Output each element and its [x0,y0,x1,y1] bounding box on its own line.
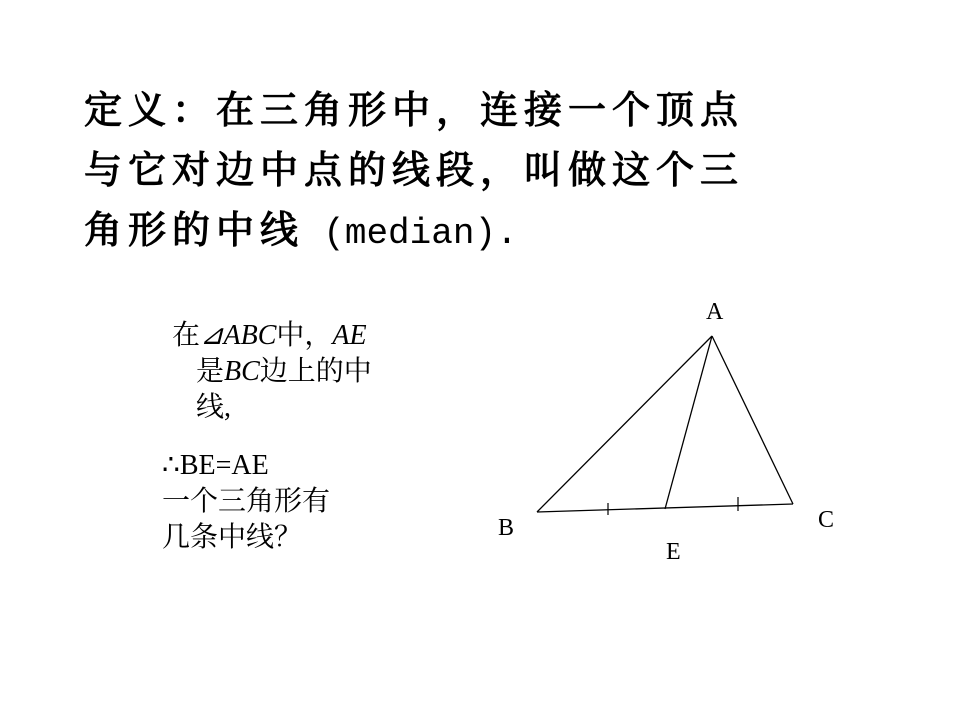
example-text: 在 [172,320,201,351]
example-text: 中， [276,320,333,351]
question-line-1: 一个三角形有 [162,486,331,517]
example-text: 是 [196,356,225,387]
definition-term: 角形的中线 [84,207,305,252]
segment-name: AE [332,320,367,351]
example-line-3: 线, [196,392,232,423]
point-label-e: E [666,539,681,565]
definition-line-2: 与它对边中点的线段，叫做这个三 [84,147,745,192]
triangle-symbol: ⊿ [200,320,224,351]
definition-english-term: (median). [323,213,518,254]
vertex-label-c: C [818,507,835,533]
triangle-name: ABC [223,320,277,351]
vertex-label-b: B [498,515,515,541]
conclusion: ∴BE=AE [162,450,269,481]
side-name: BC [224,356,260,387]
side-ac [712,336,793,504]
example-text: 边上的中 [259,356,372,387]
side-ab [537,336,712,512]
definition-line-1: 定义：在三角形中，连接一个顶点 [84,87,745,132]
median-ae [665,336,712,509]
vertex-label-a: A [706,299,724,325]
question-line-2: 几条中线？ [162,522,303,553]
